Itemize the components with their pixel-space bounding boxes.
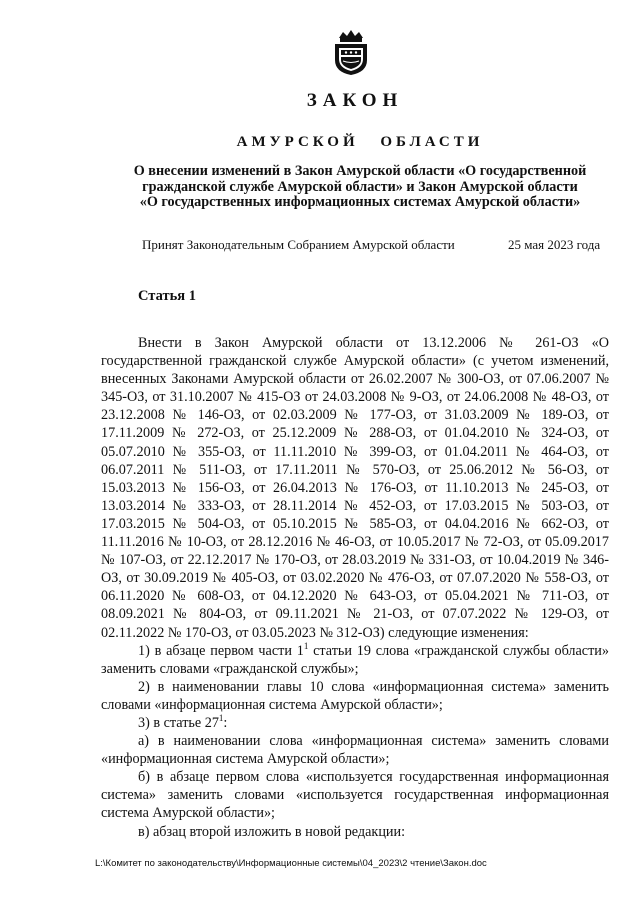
subject-line: гражданской службе Амурской области» и Закон Амурской области — [142, 178, 578, 195]
coat-of-arms-icon — [331, 28, 371, 76]
amendment-item-3: 3) в статье $27^1$: — [138, 712, 228, 731]
article-intro: Внести в Закон Амурской области от 13.12.2006 № 261-ОЗ «О государственной гражданской службе Амурской области» (с учетом изменений, внесенных Законами Амурской области от 26.02.2007 № 300-ОЗ, от 07.06.2007 № 345-ОЗ, от 31.10.2007 № 415-ОЗ от 24.03.2008 № 9-ОЗ, от 24.06.2008 № 48-ОЗ, от 23.12.2008 № 146-ОЗ, от 02.03.2009 № 177-ОЗ, от 31.03.2009 № 189-ОЗ, от 17.11.2009 № 272-ОЗ, от 25.12.2009 № 288-ОЗ, от 01.04.2010 № 324-ОЗ, от 05.07.2010 № 355-ОЗ, от 11.11.2010 № 399-ОЗ, от 01.04.2011 № 464-ОЗ, от 06.07.2011 № 511-ОЗ, от 17.11.2011 № 570-ОЗ, от 25.06.2012 № 56-ОЗ, от 15.03.2013 № 156-ОЗ, от 26.04.2013 № 176-ОЗ, от 11.10.2013 № 245-ОЗ, от 13.03.2014 № 333-ОЗ, от 28.11.2014 № 452-ОЗ, от 17.03.2015 № 503-ОЗ, от 17.03.2015 № 504-ОЗ, от 05.10.2015 № 585-ОЗ, от 04.04.2016 № 662-ОЗ, от 11.11.2016 № 10-ОЗ, от 28.12.2016 № 46-ОЗ, от 10.05.2017 № 72-ОЗ, от 05.09.2017 № 107-ОЗ, от 22.12.2017 № 170-ОЗ, от 28.03.2019 № 331-ОЗ, от 10.04.2019 № 346-ОЗ, от 30.09.2019 № 405-ОЗ, от 03.02.2020 № 476-ОЗ, от 07.07.2020 № 558-ОЗ, от 06.11.2020 № 608-ОЗ, от 04.12.2020 № 643-ОЗ, от 05.04.2021 № 711-ОЗ, от 08.09.2021 № 804-ОЗ, от 09.11.2021 № 21-ОЗ, от 07.07.2022 № 129-ОЗ, от 02.11.2022 № 170-ОЗ, от 03.05.2023 № 312-ОЗ) следующие изменения: — [101, 335, 609, 641]
amendment-item-3b: б) в абзаце первом слова «используется государственная информационная система» заменить словами «используется государственная информационная система Амурской области»; — [101, 769, 609, 822]
amendment-item-1: 1) в абзаце первом части $1^1$ статьи 19 слова «гражданской службы области» заменить словами «гражданской службы»; — [101, 640, 609, 677]
subject-line: О внесении изменений в Закон Амурской области «О государственной — [133, 163, 587, 179]
adoption-date: 25 мая 2023 года — [508, 237, 601, 252]
article-heading: Статья 1 — [138, 288, 196, 304]
law-subject — [100, 164, 620, 211]
law-title: ЗАКОН — [306, 90, 404, 111]
adopted-by: Принят Законодательным Собранием Амурской области — [142, 237, 455, 252]
region-title: АМУРСКОЙ ОБЛАСТИ — [236, 134, 484, 150]
article-body — [101, 334, 609, 841]
file-path-footer: L:\Комитет по законодательству\Информационные системы\04_2023\2 чтение\Закон.doc — [95, 858, 487, 869]
subject-line: «О государственных информационных системах Амурской области» — [139, 194, 581, 210]
amendment-item-3a: а) в наименовании слова «информационная система» заменить словами «информационная система Амурской области»; — [101, 733, 609, 768]
amendment-item-2: 2) в наименовании главы 10 слова «информационная система» заменить словами «информационная система Амурской области»; — [101, 678, 609, 713]
amendment-item-3c: в) абзац второй изложить в новой редакции: — [138, 823, 406, 840]
